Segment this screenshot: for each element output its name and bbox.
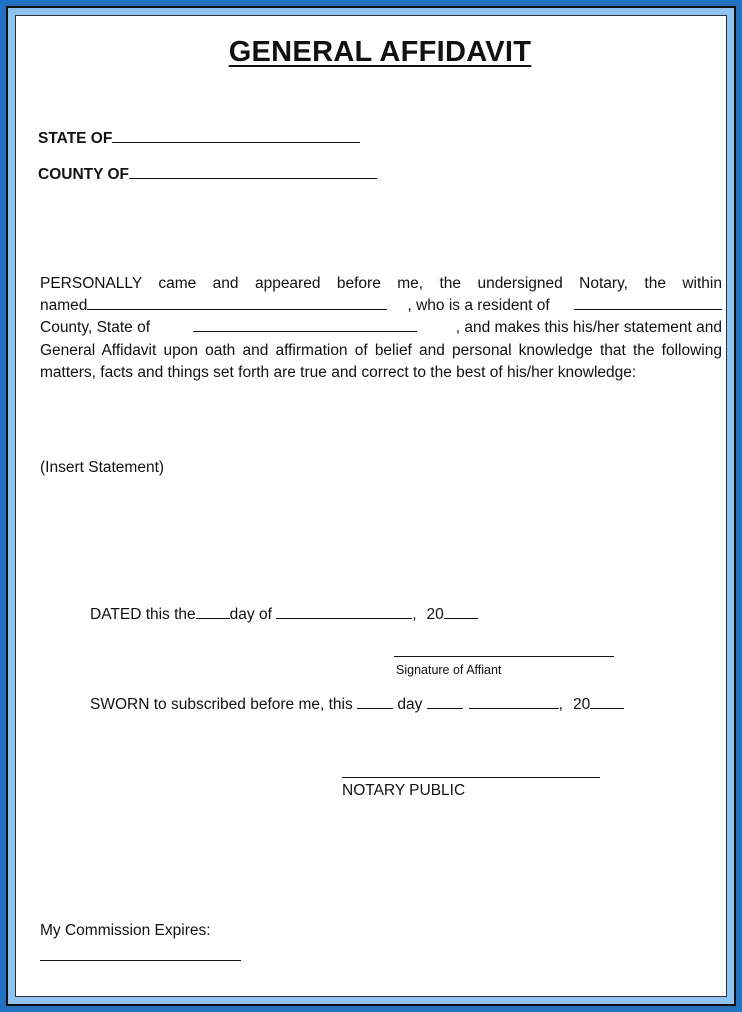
sworn-day-blank-2 [427, 694, 463, 709]
commission-label: My Commission Expires: [40, 922, 211, 939]
notary-label: NOTARY PUBLIC [342, 782, 466, 799]
state-field [38, 128, 360, 148]
state-of-blank [193, 317, 417, 332]
notary-signature-line [342, 777, 600, 778]
sworn-day: day [393, 696, 427, 713]
sworn-line [90, 694, 624, 714]
resident-blank [574, 295, 722, 310]
resident-text: , who is a resident of [407, 297, 554, 315]
state-label: STATE OF [38, 130, 113, 147]
makes-text: , and makes this his/her statement and [455, 319, 722, 337]
commission-date-line [40, 960, 241, 961]
named-label: named [40, 297, 88, 315]
sworn-prefix: SWORN to subscribed before me, this [90, 696, 358, 713]
frame-inner-border [6, 6, 736, 1006]
county-state-text: County, State of [40, 319, 155, 337]
county-blank [129, 164, 377, 179]
insert-statement: (Insert Statement) [40, 459, 165, 476]
sworn-year-blank [590, 694, 624, 709]
paragraph-line-1: PERSONALLY came and appeared before me, the undersigned Notary, the within [40, 275, 722, 292]
affidavit-paper [15, 15, 727, 997]
sworn-month-blank [469, 694, 559, 709]
dated-month-blank [276, 604, 412, 619]
signature-label: Signature of Affiant [396, 663, 502, 677]
dated-day-of: day of [229, 606, 277, 623]
paragraph-rest: General Affidavit upon oath and affirmation of belief and personal knowledge that the following matters, facts and things set forth are true and correct to the best of his/her knowledge: [40, 341, 722, 381]
affidavit-paragraph [40, 273, 722, 384]
dated-day-blank [196, 604, 230, 619]
county-label: COUNTY OF [38, 166, 129, 183]
state-blank [112, 128, 360, 143]
document-title: GENERAL AFFIDAVIT [228, 36, 532, 68]
county-field [38, 164, 377, 184]
sworn-day-blank [357, 694, 393, 709]
sworn-year-prefix: 20 [572, 696, 591, 713]
dated-prefix: DATED this the [90, 606, 196, 623]
dated-comma: , [412, 606, 417, 623]
sworn-comma: , [558, 696, 563, 713]
dated-year-blank [444, 604, 478, 619]
paragraph-line-3 [40, 317, 722, 339]
dated-line [90, 604, 478, 624]
name-blank [87, 295, 387, 310]
paragraph-line-2 [40, 295, 722, 317]
dated-year-prefix: 20 [426, 606, 444, 623]
affiant-signature-line [394, 656, 614, 657]
